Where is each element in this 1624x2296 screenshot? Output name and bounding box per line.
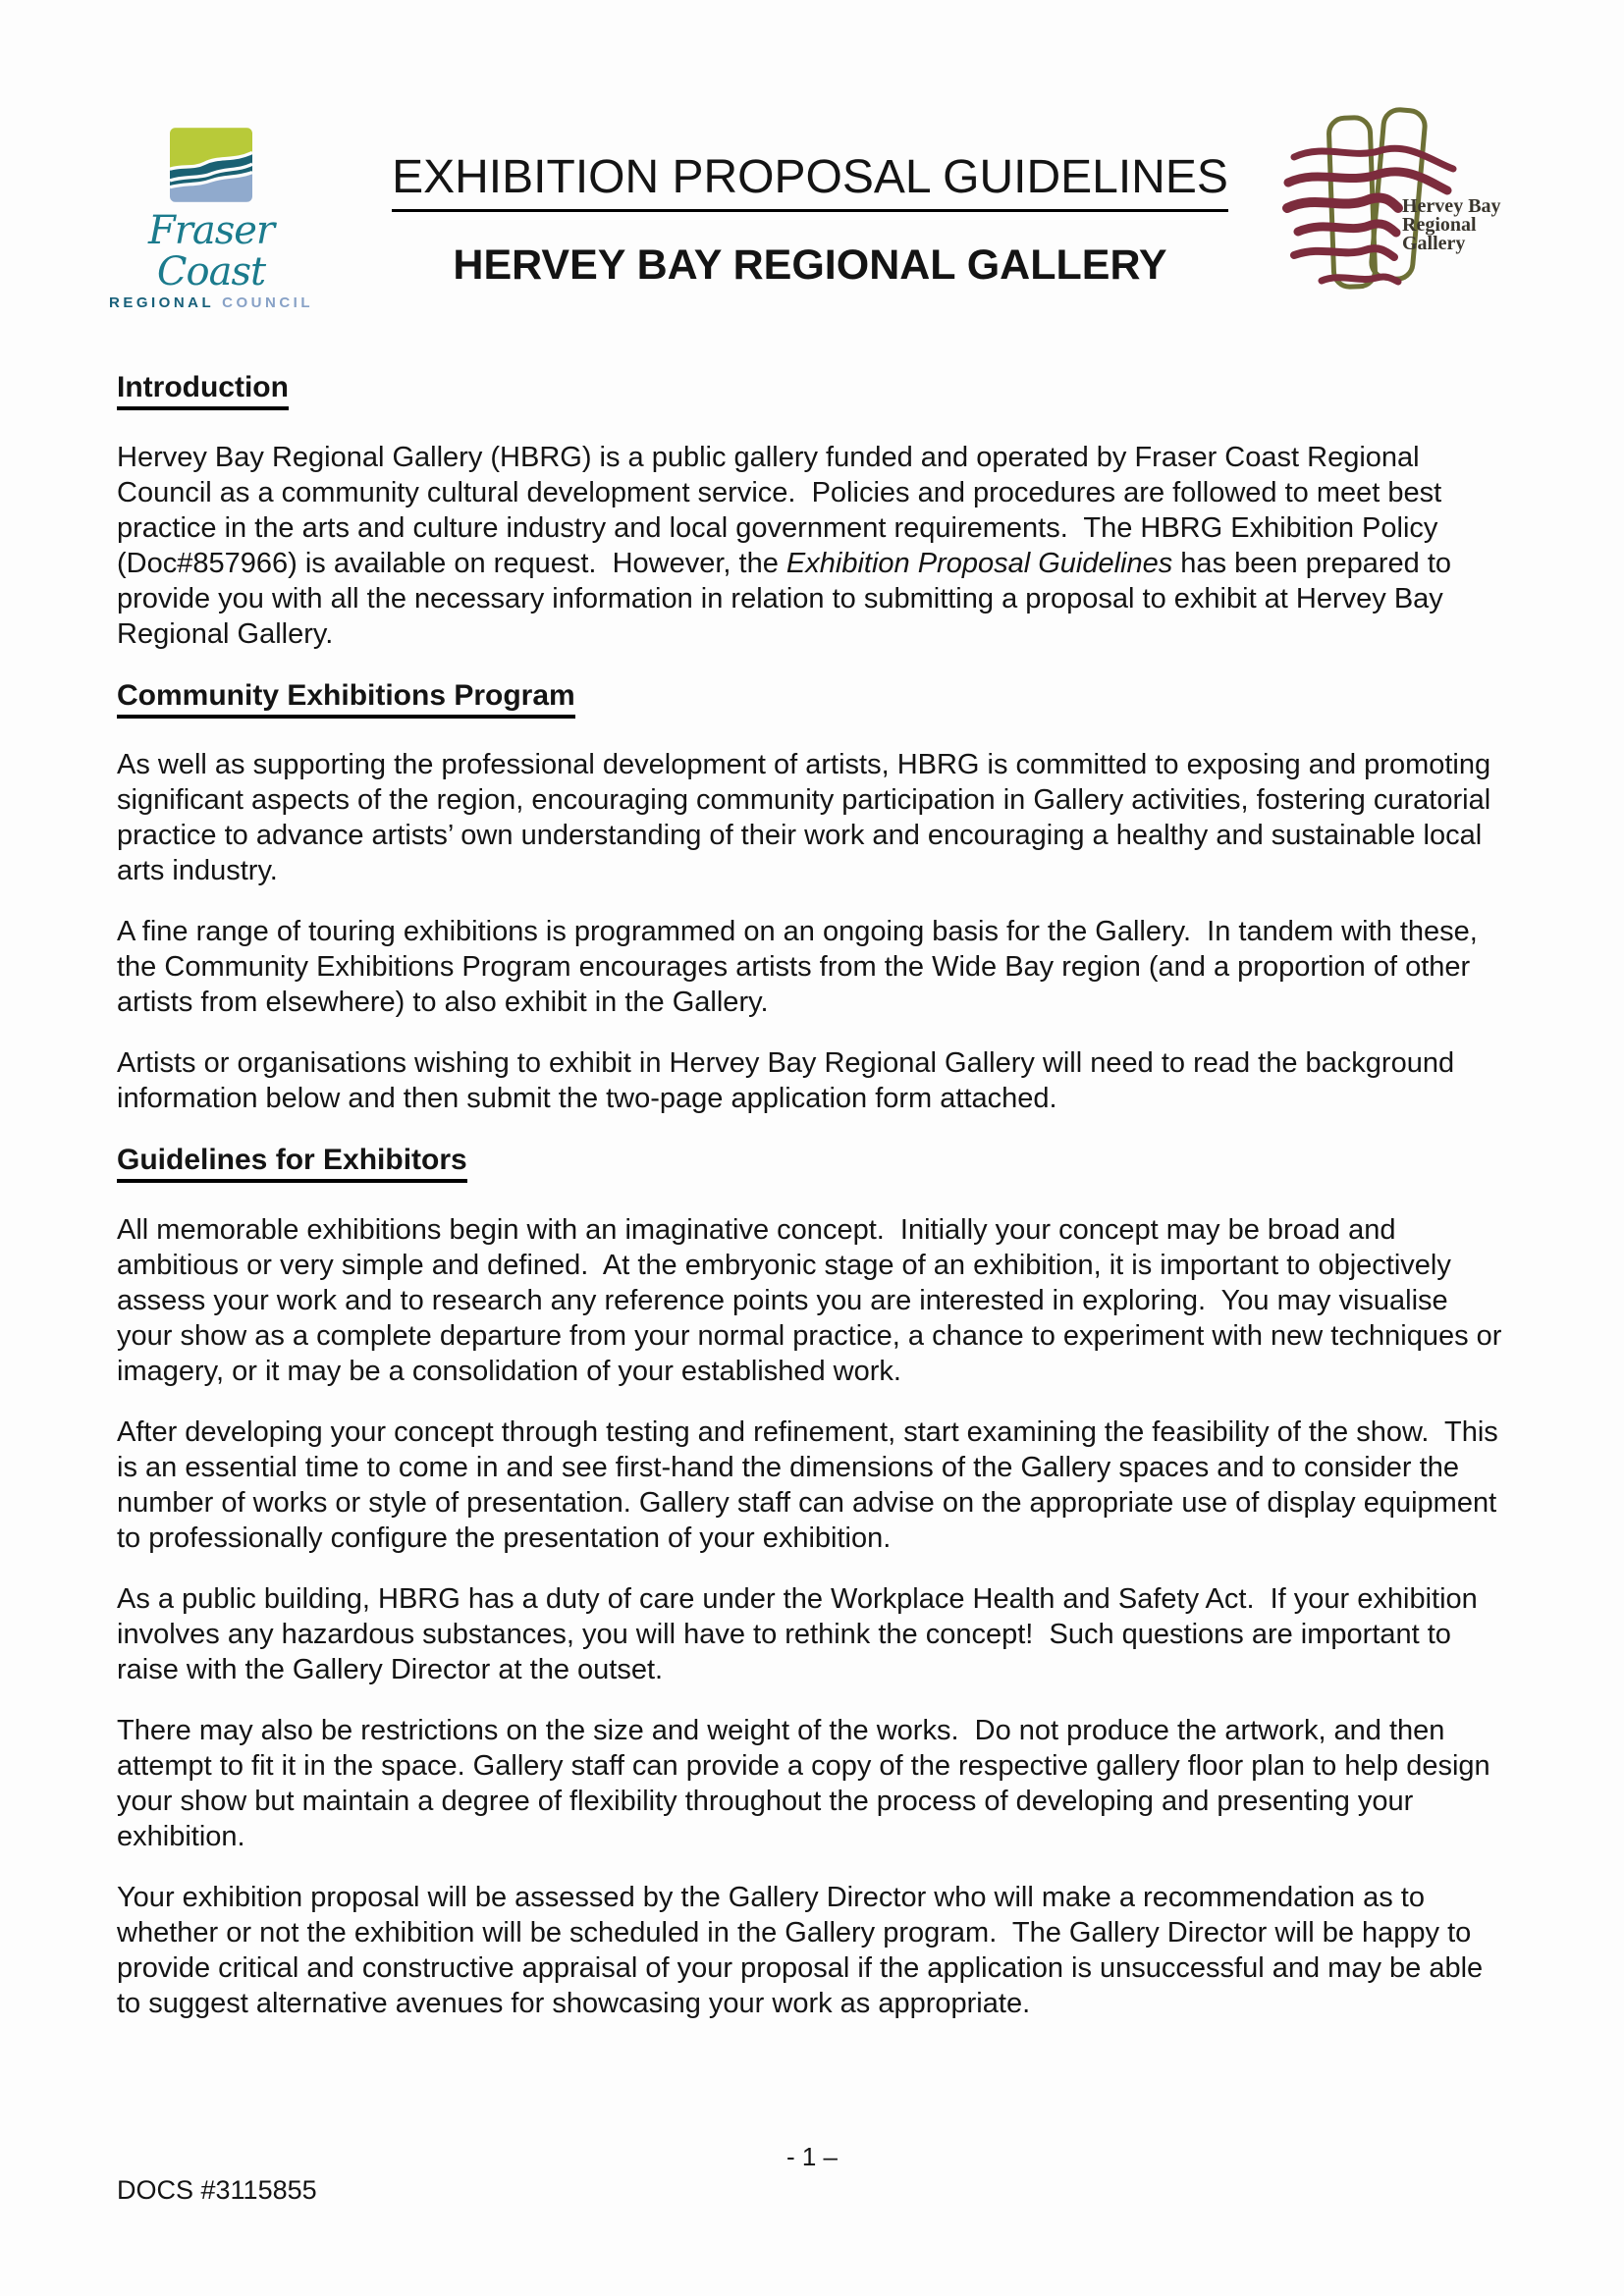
gallery-logo-wordmark: [1402, 195, 1501, 254]
council-word-regional: REGIONAL: [109, 294, 215, 311]
page-subtitle: HERVEY BAY REGIONAL GALLERY: [453, 240, 1167, 289]
gallery-wordmark-line1: Hervey Bay: [1402, 195, 1501, 217]
page-title: [275, 149, 1345, 206]
heading-community-exhibitions-program: [117, 677, 1511, 715]
guidelines-paragraph-2: After developing your concept through testing and refinement, start examining the feasibility of the show. This is an essential time to come in and see first-hand the dimensions of the Gallery spaces and to consider the number of works or style of presentation. Gallery staff can advise on the appropriate use of display equipment to professionally configure the presentation of your exhibition.: [117, 1415, 1506, 1554]
hervey-bay-gallery-logo: [1282, 102, 1508, 333]
page-number: - 1 –: [785, 2142, 839, 2171]
gallery-wave-4: [1298, 224, 1396, 233]
community-paragraph-1: As well as supporting the professional development of artists, HBRG is committed to exposing and promoting significant aspects of the region, encouraging community participation in Gallery activities, fostering curatorial practice to advance artists’ own understanding of their work and encouraging a healthy and sustainable local arts industry.: [117, 749, 1499, 886]
guidelines-paragraph-4: There may also be restrictions on the size and weight of the works. Do not produce the artwork, and then attempt to fit it in the space. Gallery staff can provide a copy of the respective gallery floor plan to help design your show but maintain a degree of flexibility throughout the process of developing and presenting your exhibition.: [117, 1714, 1498, 1852]
fraser-coast-waves-icon: [170, 128, 252, 202]
gallery-wave-6: [1322, 277, 1398, 282]
council-script-wordmark: Fraser Coast: [147, 208, 275, 294]
community-paragraph-3: Artists or organisations wishing to exhibit in Hervey Bay Regional Gallery will need to read the background information below and then submit the two-page application form attached.: [117, 1047, 1463, 1114]
heading-guidelines-for-exhibitors: [117, 1142, 1511, 1179]
heading-introduction-text: Introduction: [117, 371, 289, 410]
heading-community-text: Community Exhibitions Program: [117, 679, 575, 719]
introduction-paragraph: [117, 440, 1511, 652]
introduction-paragraph-start: Hervey Bay Regional Gallery (HBRG) is a public gallery funded and operated by Fraser Coast Regional Council as a community cultural development service. Policies and procedures are followed to meet best practice in the arts and culture industry and local government requirements. The HBRG Exhibition Policy (Doc#857966) is available on request. However, the: [117, 441, 1450, 579]
community-paragraph-2: A fine range of touring exhibitions is programmed on an ongoing basis for the Gallery. In tandem with these, the Community Exhibitions Program encourages artists from the Wide Bay region (and a proportion of other artists from elsewhere) to also exhibit in the Gallery.: [117, 916, 1486, 1018]
document-number: DOCS #3115855: [117, 2175, 317, 2205]
guidelines-paragraph-1: All memorable exhibitions begin with an imaginative concept. Initially your concept may be broad and ambitious or very simple and defined. At the embryonic stage of an exhibition, it is important to objectively assess your work and to research any reference points you are interested in exploring. You may visualise your show as a complete departure from your normal practice, a chance to experiment with new techniques or imagery, or it may be a consolidation of your established work.: [117, 1213, 1510, 1387]
section-guidelines-for-exhibitors: [117, 1142, 1511, 2021]
section-introduction: [117, 369, 1511, 652]
guidelines-paragraph-3: As a public building, HBRG has a duty of care under the Workplace Health and Safety Act. If your exhibition involves any hazardous substances, you will have to rethink the concept! Such questions are important to raise with the Gallery Director at the outset.: [117, 1582, 1486, 1685]
introduction-paragraph-end: has been prepared to provide you with all the necessary information in relation to submitting a proposal to exhibit at Hervey Bay Regional Gallery.: [117, 547, 1460, 650]
header-titles: [275, 149, 1345, 290]
page-title-text: EXHIBITION PROPOSAL GUIDELINES: [392, 151, 1228, 212]
council-word-council: COUNCIL: [222, 294, 313, 311]
gallery-wordmark-line3: Gallery: [1402, 233, 1466, 254]
heading-introduction: [117, 369, 1511, 406]
gallery-wave-2: [1288, 172, 1447, 190]
section-community-exhibitions-program: [117, 677, 1511, 1117]
gallery-wave-5: [1294, 248, 1394, 257]
document-body: [117, 369, 1511, 2047]
gallery-wave-3: [1287, 197, 1398, 208]
heading-guidelines-text: Guidelines for Exhibitors: [117, 1144, 467, 1183]
gallery-wordmark-line2: Regional: [1402, 214, 1477, 236]
council-wordmark: [103, 294, 319, 311]
introduction-paragraph-italic: Exhibition Proposal Guidelines: [785, 547, 1173, 579]
gallery-logo-icon: [1282, 102, 1508, 328]
guidelines-paragraph-5: Your exhibition proposal will be assessed by the Gallery Director who will make a recommendation as to whether or not the exhibition will be scheduled in the Gallery program. The Gallery Director will be happy to provide critical and constructive appraisal of your proposal if the application is unsuccessful and may be able to suggest alternative avenues for showcasing your work as appropriate.: [117, 1881, 1491, 2019]
